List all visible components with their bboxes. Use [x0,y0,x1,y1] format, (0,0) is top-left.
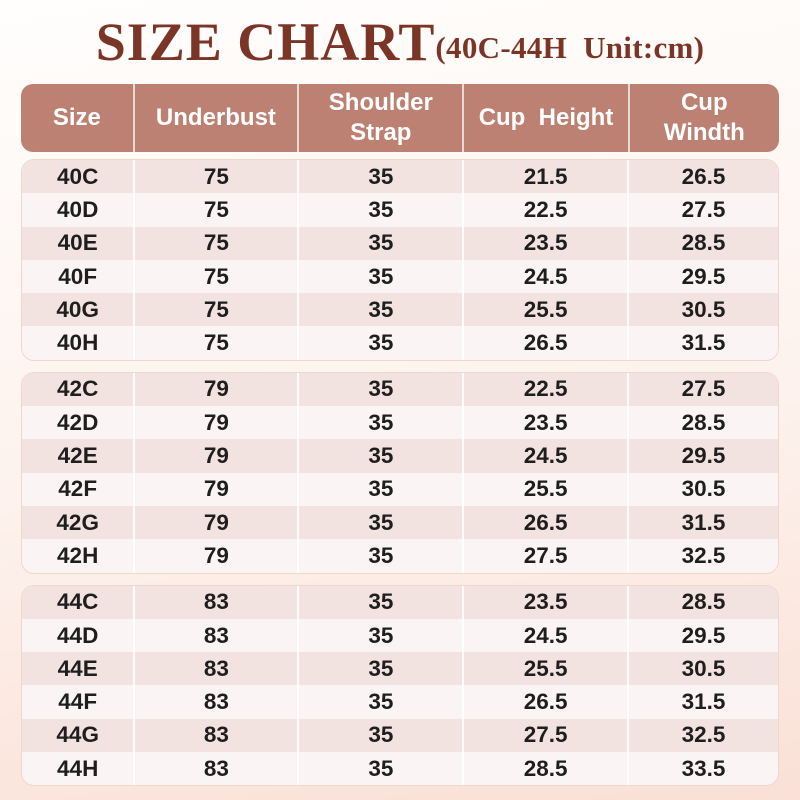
table-row [22,619,778,652]
table-cell-size: 44D [22,619,135,652]
table-cell-size: 44H [22,752,135,785]
table-cell-shoulder-strap: 35 [299,227,464,260]
title-main-text: SIZE CHART [95,12,436,72]
table-cell-shoulder-strap: 35 [299,752,464,785]
table-cell-cup-height: 27.5 [464,719,629,752]
table-row [22,473,778,506]
table-cell-cup-height: 23.5 [464,586,629,619]
table-cell-underbust: 75 [135,227,299,260]
table-cell-cup-windth: 29.5 [681,443,726,469]
table-row [22,506,778,539]
title-sub-text: (40C-44H Unit:cm) [435,29,705,65]
table-row [22,326,778,359]
table-cell-underbust: 83 [135,752,299,785]
table-cell-size: 42F [22,473,135,506]
table-cell-size: 40F [22,260,135,293]
table-cell-cup-windth: 32.5 [681,722,726,748]
table-cell-cup-windth: 32.5 [681,542,726,568]
table-cell-cup-height: 23.5 [464,406,629,439]
table-cell-cup-windth: 30.5 [681,476,726,502]
table-cell-size: 42H [22,539,135,572]
table-cell-underbust: 83 [135,619,299,652]
table-cell-cup-height: 26.5 [464,685,629,718]
table-cell-cup-height: 26.5 [464,506,629,539]
table-cell-shoulder-strap: 35 [299,652,464,685]
header-cell-cup-windth: Cup Windth [663,89,745,146]
table-cell-underbust: 79 [135,506,299,539]
table-cell-size: 44C [22,586,135,619]
table-cell-shoulder-strap: 35 [299,619,464,652]
table-cell-shoulder-strap: 35 [299,506,464,539]
table-cell-size: 44E [22,652,135,685]
table-cell-cup-height: 21.5 [464,160,629,193]
table-cell-cup-height: 22.5 [464,373,629,406]
size-group-40 [21,159,779,361]
table-cell-shoulder-strap: 35 [299,160,464,193]
table-row [22,539,778,572]
table-cell-cup-windth: 30.5 [681,655,726,681]
table-cell-underbust: 75 [135,293,299,326]
size-group-44 [21,585,779,787]
table-cell-underbust: 83 [135,719,299,752]
header-cell-cup-height: Cup Height [464,84,629,152]
table-cell-shoulder-strap: 35 [299,406,464,439]
table-cell-size: 40H [22,326,135,359]
table-cell-underbust: 79 [135,406,299,439]
table-cell-shoulder-strap: 35 [299,473,464,506]
size-table-header [21,84,779,152]
table-cell-size: 44G [22,719,135,752]
table-cell-size: 42E [22,439,135,472]
table-cell-shoulder-strap: 35 [299,373,464,406]
table-cell-size: 42D [22,406,135,439]
table-cell-cup-height: 24.5 [464,439,629,472]
table-row [22,293,778,326]
table-cell-underbust: 79 [135,373,299,406]
table-row [22,373,778,406]
table-cell-cup-height: 22.5 [464,193,629,226]
table-cell-underbust: 79 [135,473,299,506]
table-cell-cup-windth: 31.5 [681,509,726,535]
table-cell-cup-windth: 30.5 [681,296,726,322]
table-cell-underbust: 83 [135,685,299,718]
table-cell-shoulder-strap: 35 [299,719,464,752]
table-row [22,719,778,752]
table-cell-cup-windth: 28.5 [681,589,726,615]
table-cell-cup-windth: 26.5 [681,163,726,189]
table-cell-shoulder-strap: 35 [299,193,464,226]
table-cell-underbust: 75 [135,326,299,359]
table-cell-cup-windth: 28.5 [681,230,726,256]
table-cell-cup-windth: 28.5 [681,409,726,435]
size-table-body [21,159,779,786]
table-cell-cup-height: 25.5 [464,473,629,506]
table-row [22,160,778,193]
table-cell-cup-windth: 31.5 [681,689,726,715]
table-cell-cup-windth: 29.5 [681,263,726,289]
table-row [22,439,778,472]
table-cell-cup-height: 26.5 [464,326,629,359]
table-cell-shoulder-strap: 35 [299,260,464,293]
table-cell-underbust: 75 [135,260,299,293]
table-cell-shoulder-strap: 35 [299,539,464,572]
table-cell-cup-height: 24.5 [464,619,629,652]
table-cell-size: 40D [22,193,135,226]
table-row [22,227,778,260]
table-cell-shoulder-strap: 35 [299,586,464,619]
table-cell-cup-height: 25.5 [464,293,629,326]
table-cell-cup-height: 23.5 [464,227,629,260]
table-cell-size: 42G [22,506,135,539]
table-cell-size: 40E [22,227,135,260]
size-group-42 [21,372,779,574]
table-cell-cup-height: 24.5 [464,260,629,293]
header-cell-shoulder-strap: Shoulder Strap [299,84,464,152]
page-title [0,0,800,84]
table-row [22,406,778,439]
table-cell-cup-height: 25.5 [464,652,629,685]
table-cell-shoulder-strap: 35 [299,326,464,359]
table-cell-shoulder-strap: 35 [299,293,464,326]
table-cell-cup-height: 28.5 [464,752,629,785]
table-cell-shoulder-strap: 35 [299,439,464,472]
table-row [22,652,778,685]
table-cell-underbust: 75 [135,193,299,226]
table-row [22,586,778,619]
table-cell-cup-windth: 27.5 [681,196,726,222]
table-cell-underbust: 83 [135,652,299,685]
table-cell-size: 44F [22,685,135,718]
table-cell-size: 40G [22,293,135,326]
header-cell-underbust: Underbust [135,84,299,152]
size-table [21,84,779,786]
table-cell-size: 40C [22,160,135,193]
table-cell-underbust: 75 [135,160,299,193]
table-row [22,685,778,718]
table-cell-cup-height: 27.5 [464,539,629,572]
table-cell-cup-windth: 29.5 [681,622,726,648]
header-cell-size: Size [21,84,135,152]
table-cell-cup-windth: 31.5 [681,330,726,356]
table-cell-cup-windth: 27.5 [681,376,726,402]
table-cell-cup-windth: 33.5 [681,755,726,781]
table-row [22,193,778,226]
table-cell-underbust: 79 [135,539,299,572]
table-row [22,260,778,293]
table-cell-underbust: 79 [135,439,299,472]
table-cell-size: 42C [22,373,135,406]
table-cell-underbust: 83 [135,586,299,619]
table-row [22,752,778,785]
table-cell-shoulder-strap: 35 [299,685,464,718]
